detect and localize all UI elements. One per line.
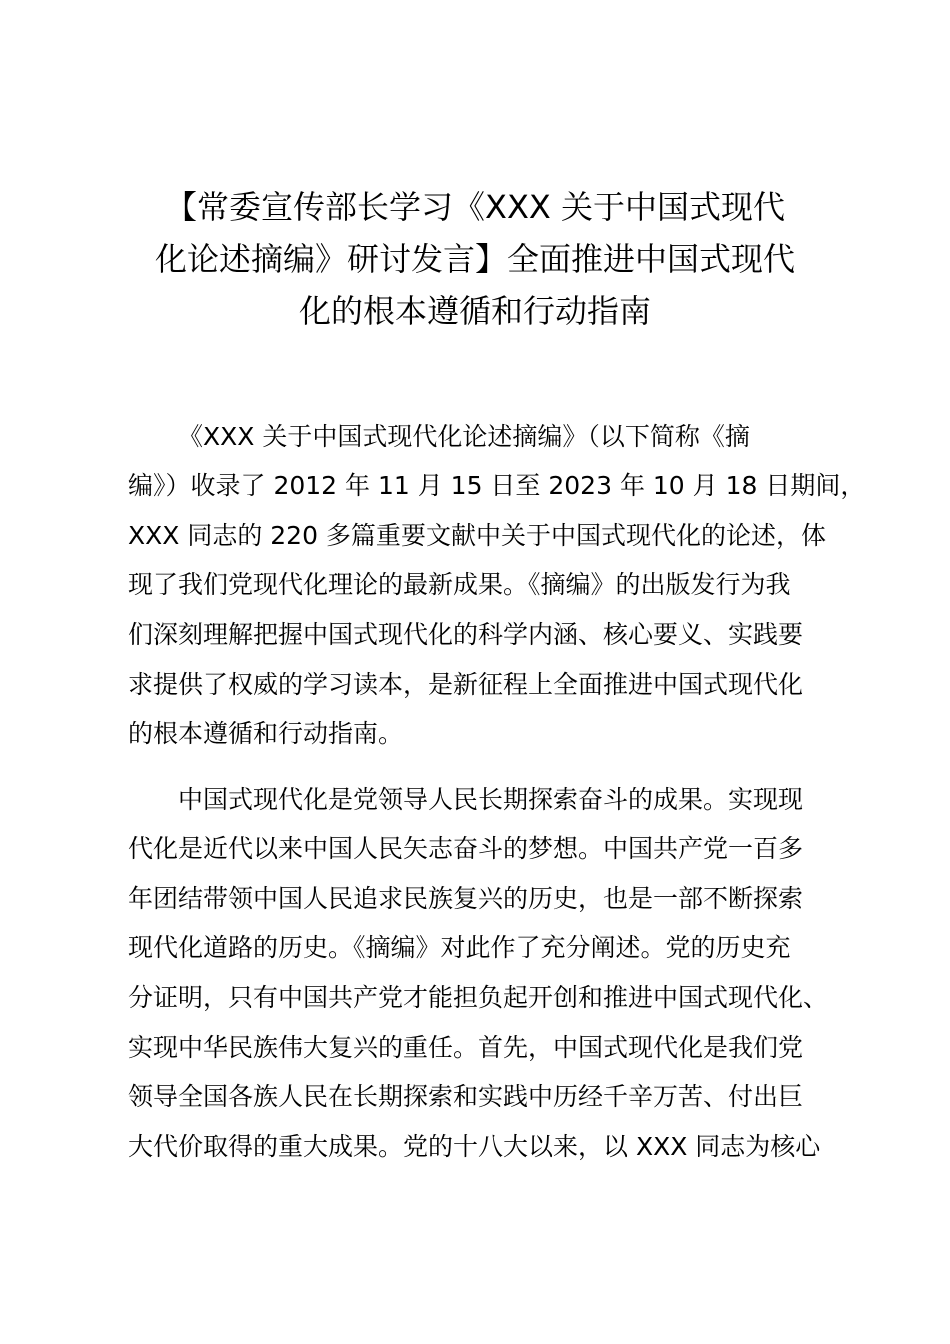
title-line: 化论述摘编》研讨发言】全面推进中国式现代 [154, 240, 795, 278]
text-line: 的根本遵循和行动指南。 [128, 719, 404, 748]
text-line: 中国式现代化是党领导人民长期探索奋斗的成果。实现现 [178, 785, 804, 814]
text-line: 求提供了权威的学习读本，是新征程上全面推进中国式现代化 [128, 670, 804, 699]
text-line: 们深刻理解把握中国式现代化的科学内涵、核心要义、实践要 [128, 620, 804, 649]
text-line: 编》）收录了 2012 年 11 月 15 日至 2023 年 10 月 18 日期间， [128, 471, 866, 500]
title-line: 化的根本遵循和行动指南 [298, 292, 651, 330]
text-line: 代化是近代以来中国人民矢志奋斗的梦想。中国共产党一百多 [128, 834, 804, 863]
text-line: 年团结带领中国人民追求民族复兴的历史，也是一部不断探索 [128, 884, 804, 913]
text-line: 《XXX 关于中国式现代化论述摘编》（以下简称《摘 [178, 422, 750, 451]
document-title [100, 181, 850, 337]
text-line: 现代化道路的历史。《摘编》对此作了充分阐述。党的历史充 [128, 933, 791, 962]
text-line: 领导全国各族人民在长期探索和实践中历经千辛万苦、付出巨 [128, 1082, 804, 1111]
text-line: 现了我们党现代化理论的最新成果。《摘编》的出版发行为我 [128, 570, 791, 599]
title-line: 【常委宣传部长学习《XXX 关于中国式现代 [165, 188, 785, 226]
text-line: 大代价取得的重大成果。党的十八大以来，以 XXX 同志为核心 [128, 1132, 821, 1161]
text-line: XXX 同志的 220 多篇重要文献中关于中国式现代化的论述，体 [128, 521, 826, 550]
text-line: 分证明，只有中国共产党才能担负起开创和推进中国式现代化、 [128, 983, 829, 1012]
text-line: 实现中华民族伟大复兴的重任。首先，中国式现代化是我们党 [128, 1033, 804, 1062]
